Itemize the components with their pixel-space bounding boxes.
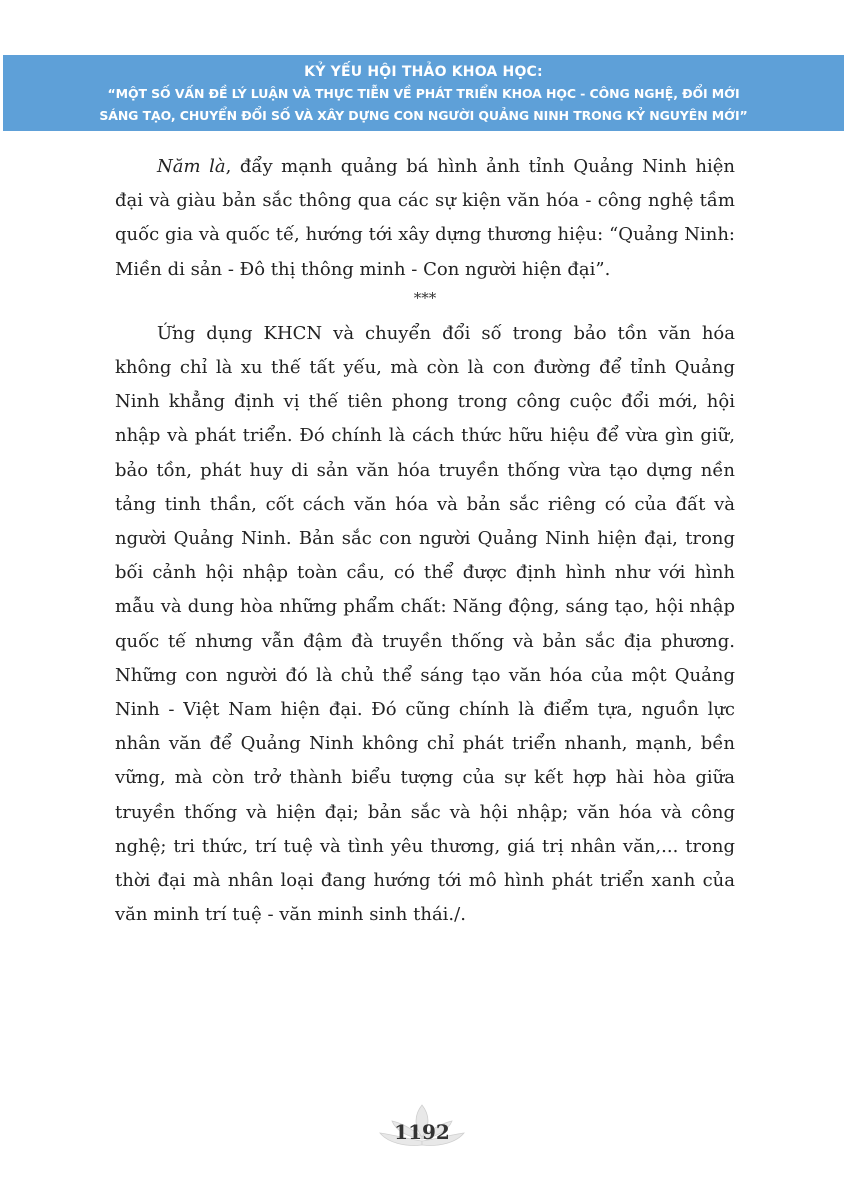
- proceedings-title: KỶ YẾU HỘI THẢO KHOA HỌC:: [304, 64, 543, 80]
- conference-title-line-2: SÁNG TẠO, CHUYỂN ĐỔI SỐ VÀ XÂY DỰNG CON NGƯỜI QUẢNG NINH TRONG KỶ NGUYÊN MỚI”: [99, 108, 748, 123]
- paragraph-fifth-point: [115, 150, 735, 287]
- page-number-block: [372, 1103, 472, 1151]
- paragraph-label: Năm là: [157, 156, 226, 177]
- page-number: 1192: [394, 1120, 450, 1144]
- conference-title-line-1: “MỘT SỐ VẤN ĐỀ LÝ LUẬN VÀ THỰC TIỄN VỀ PHÁT TRIỂN KHOA HỌC - CÔNG NGHỆ, ĐỔI MỚI: [107, 86, 740, 101]
- header-banner: [3, 55, 844, 131]
- section-separator: ***: [413, 288, 437, 307]
- page-body: [115, 150, 735, 932]
- paragraph-conclusion: Ứng dụng KHCN và chuyển đổi số trong bảo tồn văn hóa không chỉ là xu thế tất yếu, mà còn là con đường để tỉnh Quảng Ninh khẳng định vị thế tiên phong trong công cuộc đổi mới, hội nhập và phát triển. Đó chính là cách thức hữu hiệu để vừa gìn giữ, bảo tồn, phát huy di sản văn hóa truyền thống vừa tạo dựng nền tảng tinh thần, cốt cách văn hóa và bản sắc riêng có của đất và người Quảng Ninh. Bản sắc con người Quảng Ninh hiện đại, trong bối cảnh hội nhập toàn cầu, có thể được định hình như với hình mẫu và dung hòa những phẩm chất: Năng động, sáng tạo, hội nhập quốc tế nhưng vẫn đậm đà truyền thống và bản sắc địa phương. Những con người đó là chủ thể sáng tạo văn hóa của một Quảng Ninh - Việt Nam hiện đại. Đó cũng chính là điểm tựa, nguồn lực nhân văn để Quảng Ninh không chỉ phát triển nhanh, mạnh, bền vững, mà còn trở thành biểu tượng của sự kết hợp hài hòa giữa truyền thống và hiện đại; bản sắc và hội nhập; văn hóa và công nghệ; tri thức, trí tuệ và tình yêu thương, giá trị nhân văn,... trong thời đại mà nhân loại đang hướng tới mô hình phát triển xanh của văn minh trí tuệ - văn minh sinh thái./.: [115, 322, 735, 926]
- paragraph-text: , đẩy mạnh quảng bá hình ảnh tỉnh Quảng Ninh hiện đại và giàu bản sắc thông qua các sự kiện văn hóa - công nghệ tầm quốc gia và quốc tế, hướng tới xây dựng thương hiệu: “Quảng Ninh: Miền di sản - Đô thị thông minh - Con người hiện đại”.: [115, 156, 735, 280]
